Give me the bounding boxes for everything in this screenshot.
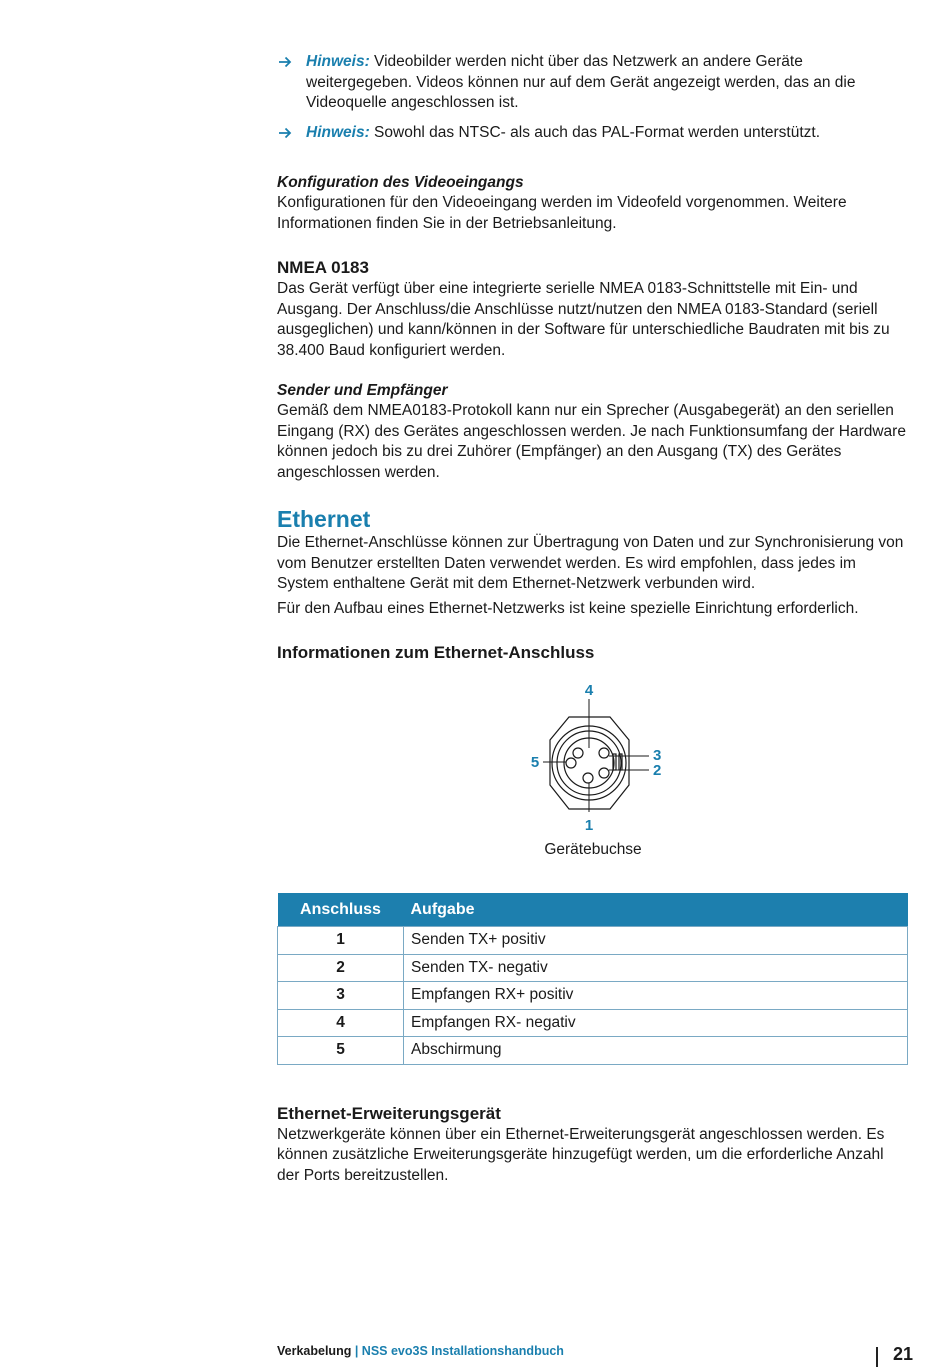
expansion-body: Netzwerkgeräte können über ein Ethernet-Erweiterungsgerät angeschlossen werden. Es können zusätzliche Erweiterungsgeräte hinzugefügt werden, um die erforderliche Anzahl der Ports bereitzustellen. (277, 1125, 885, 1184)
pinout-table (277, 893, 908, 1065)
pin-label-2: 2 (653, 762, 662, 779)
page-number: 21 (893, 1344, 914, 1364)
note-lead: Hinweis: (306, 53, 370, 70)
nmea-body: Das Gerät verfügt über eine integrierte serielle NMEA 0183-Schnittstelle mit Ein- und Ausgang. Der Anschluss/die Anschlüsse nutzt/nutzen den NMEA 0183-Standard (seriell ausgeglichen) und kann/können in der Software für unterschiedliche Baudraten mit bis zu 38.400 Baud konfiguriert werden. (277, 280, 890, 359)
ethernet-body-2: Für den Aufbau eines Ethernet-Netzwerks ist keine spezielle Einrichtung erforderlich. (277, 599, 859, 617)
table-cell-function: Senden TX+ positiv (404, 927, 908, 955)
footer-section: Verkabelung (277, 1344, 352, 1358)
table-row (278, 982, 908, 1010)
table-header-row (278, 893, 908, 927)
note-text: Sowohl das NTSC- als auch das PAL-Format werden unterstützt. (369, 123, 820, 141)
table-row (278, 927, 908, 955)
page-number-divider (876, 1347, 878, 1367)
note-text: Videobilder werden nicht über das Netzwerk an andere Geräte weitergegeben. Videos können nur auf dem Gerät angezeigt werden, das an die Videoquelle angeschlossen ist. (306, 53, 856, 111)
arrow-right-icon (277, 125, 293, 141)
ethernet-heading: Ethernet (277, 506, 371, 532)
table-cell-function: Senden TX- negativ (404, 954, 908, 982)
video-config-body: Konfigurationen für den Videoeingang werden im Videofeld vorgenommen. Weitere Informationen finden Sie in der Betriebsanleitung. (277, 194, 847, 232)
table-cell-function: Empfangen RX- negativ (404, 1009, 908, 1037)
pin-label-3: 3 (653, 747, 662, 764)
table-row (278, 1009, 908, 1037)
footer-separator: | (351, 1344, 362, 1358)
expansion-heading: Ethernet-Erweiterungsgerät (277, 1103, 501, 1123)
connector-heading: Informationen zum Ethernet-Anschluss (277, 643, 595, 662)
pin-label-5: 5 (530, 754, 540, 771)
table-cell-pin: 5 (278, 1037, 404, 1065)
sender-heading: Sender und Empfänger (277, 382, 448, 399)
table-row (278, 954, 908, 982)
footer-book-title: NSS evo3S Installationshandbuch (361, 1344, 564, 1358)
pin-leader-lines (543, 699, 649, 812)
column-header-aufgabe: Aufgabe (404, 893, 908, 927)
note-video-network (277, 52, 909, 114)
table-cell-pin: 4 (278, 1009, 404, 1037)
table-row (278, 1037, 908, 1065)
note-lead: Hinweis: (306, 123, 370, 141)
diagram-caption: Gerätebuchse (544, 841, 642, 858)
connector-diagram (277, 682, 909, 887)
table-cell-function: Abschirmung (404, 1037, 908, 1065)
note-video-format (277, 123, 909, 144)
nmea-heading: NMEA 0183 (277, 258, 369, 277)
table-cell-pin: 1 (278, 927, 404, 955)
page-content (277, 52, 909, 1186)
column-header-anschluss: Anschluss (278, 893, 404, 927)
page-footer (277, 1344, 564, 1358)
pin-label-4: 4 (584, 682, 594, 699)
pin-label-1: 1 (584, 817, 594, 834)
arrow-right-icon (277, 54, 293, 70)
table-cell-pin: 3 (278, 982, 404, 1010)
table-cell-pin: 2 (278, 954, 404, 982)
table-cell-function: Empfangen RX+ positiv (404, 982, 908, 1010)
connector-pinout-svg (277, 682, 909, 862)
video-config-heading: Konfiguration des Videoeingangs (277, 174, 524, 191)
sender-body: Gemäß dem NMEA0183-Protokoll kann nur ein Sprecher (Ausgabegerät) an den seriellen Eingang (RX) des Gerätes angeschlossen werden. Je nach Funktionsumfang der Hardware können jedoch bis zu drei Zuhörer (Empfänger) an den Ausgang (TX) des Gerätes angeschlossen werden. (277, 402, 906, 481)
ethernet-body-1: Die Ethernet-Anschlüsse können zur Übertragung von Daten und zur Synchronisierung von vom Benutzer erstellten Daten verwendet werden. Es wird empfohlen, dass jedes im System enthaltene Gerät mit dem Ethernet-Netzwerk verbunden wird. (277, 534, 904, 592)
